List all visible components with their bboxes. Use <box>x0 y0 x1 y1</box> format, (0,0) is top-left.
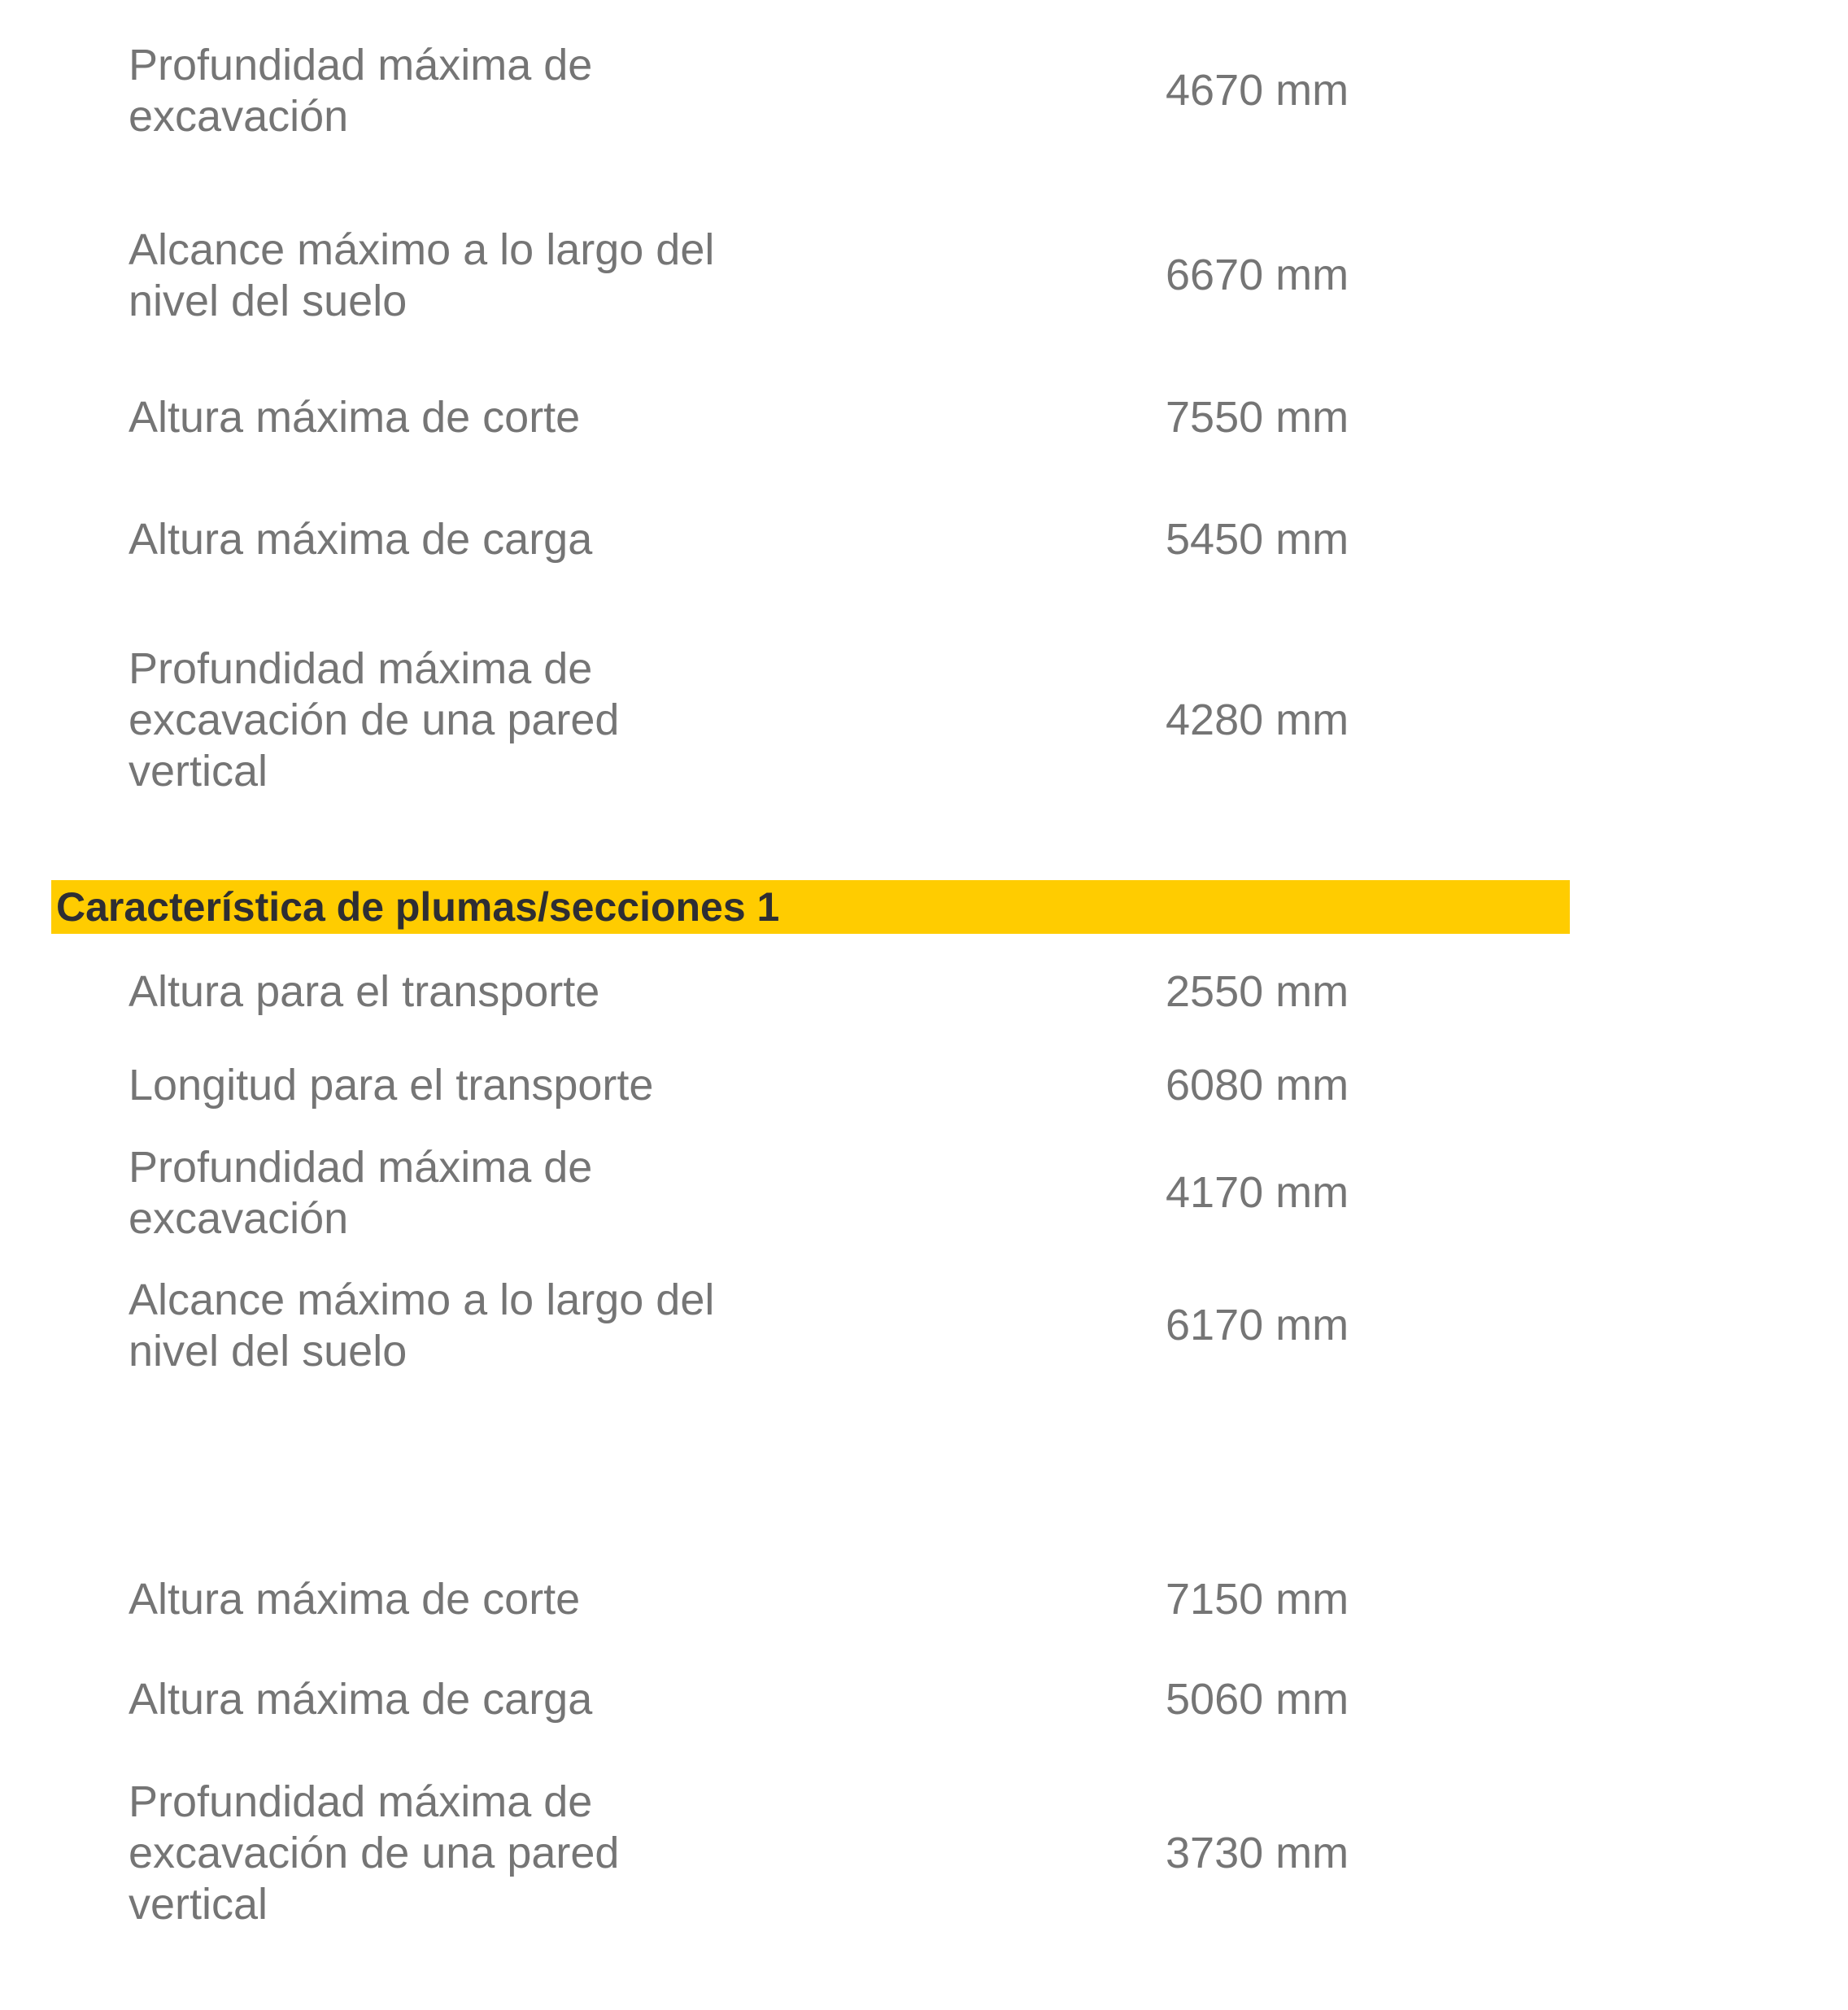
spec-label: Altura máxima de corte <box>129 393 581 442</box>
spec-value: 6670 mm <box>1166 251 1349 299</box>
spec-label: Altura para el transporte <box>129 967 600 1016</box>
spec-value: 7550 mm <box>1166 393 1349 442</box>
section-header: Característica de plumas/secciones 1 <box>51 880 1570 934</box>
spec-value: 3730 mm <box>1166 1829 1349 1877</box>
spec-label: Alcance máximo a lo largo del nivel del suelo <box>129 225 715 325</box>
spec-row <box>129 225 1723 327</box>
spec-value: 4670 mm <box>1166 66 1349 115</box>
spec-value: 2550 mm <box>1166 967 1349 1016</box>
spec-row <box>129 1777 1723 1930</box>
spec-label: Altura máxima de carga <box>129 515 593 564</box>
spec-row <box>129 40 1723 142</box>
spec-value: 5450 mm <box>1166 515 1349 564</box>
spec-row <box>129 514 1723 565</box>
spec-value: 4280 mm <box>1166 695 1349 744</box>
spec-row <box>129 1142 1723 1245</box>
spec-label: Altura máxima de corte <box>129 1575 581 1624</box>
spec-row <box>129 643 1723 797</box>
spec-row <box>129 1060 1723 1111</box>
spec-value: 7150 mm <box>1166 1575 1349 1624</box>
spec-label: Profundidad máxima de excavación <box>129 1143 593 1243</box>
spec-value: 4170 mm <box>1166 1168 1349 1217</box>
spec-row <box>129 1275 1723 1377</box>
spec-label: Profundidad máxima de excavación de una pared vertical <box>129 1777 620 1929</box>
spec-value: 5060 mm <box>1166 1675 1349 1724</box>
spec-label: Alcance máximo a lo largo del nivel del suelo <box>129 1275 715 1376</box>
spec-label: Longitud para el transporte <box>129 1061 654 1110</box>
spec-row <box>129 1574 1723 1625</box>
spec-label: Profundidad máxima de excavación <box>129 41 593 141</box>
spec-value: 6080 mm <box>1166 1061 1349 1110</box>
spec-row <box>129 1674 1723 1725</box>
spec-value: 6170 mm <box>1166 1301 1349 1349</box>
spec-label: Profundidad máxima de excavación de una pared vertical <box>129 644 620 796</box>
spec-row <box>129 392 1723 443</box>
spec-label: Altura máxima de carga <box>129 1675 593 1724</box>
spec-row <box>129 966 1723 1018</box>
